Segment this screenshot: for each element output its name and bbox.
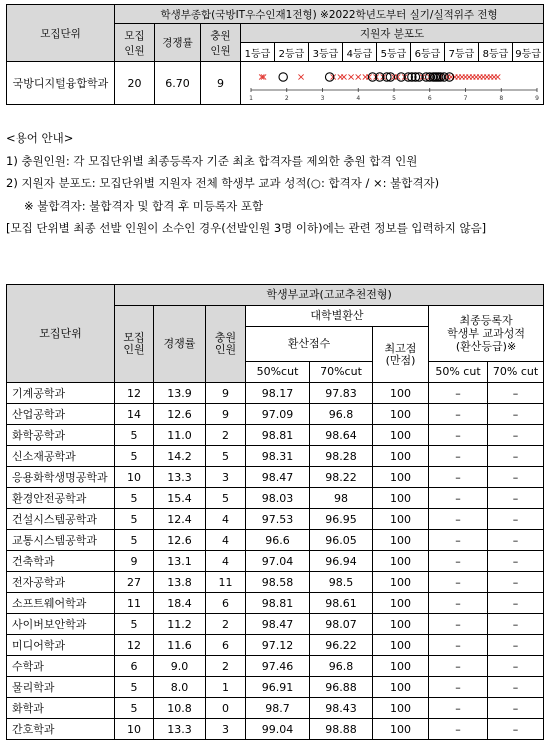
recruit-count: 5: [115, 614, 154, 635]
cut70-score: 96.88: [310, 677, 373, 698]
table-row: [7, 509, 544, 530]
cut70-score: 97.83: [310, 383, 373, 404]
unit-name: 기계공학과: [7, 383, 115, 404]
competition-rate: 13.3: [154, 719, 206, 740]
accepted-mark: [279, 73, 287, 81]
competition-rate: 11.6: [154, 635, 206, 656]
table-row: [7, 446, 544, 467]
competition-rate: 6.70: [155, 62, 201, 105]
unit-name: 소프트웨어학과: [7, 593, 115, 614]
unit-name: 미디어학과: [7, 635, 115, 656]
cut70-score: 96.05: [310, 530, 373, 551]
final-cut70: –: [488, 446, 544, 467]
cut70-score: 96.8: [310, 404, 373, 425]
extra-count: 2: [206, 656, 246, 677]
unit-name: 국방디지털융합학과: [7, 62, 115, 105]
axis-tick-label: 4: [356, 95, 361, 102]
unit-name: 화학공학과: [7, 425, 115, 446]
recruit-count: 6: [115, 656, 154, 677]
extra-count: 9: [206, 404, 246, 425]
table2-title: 학생부교과(고교추천전형): [115, 285, 544, 306]
extra-header: 충원 인원: [201, 24, 241, 62]
max-score: 100: [373, 551, 429, 572]
unit-name: 간호학과: [7, 719, 115, 740]
recruit-count: 5: [115, 488, 154, 509]
final-cut50: –: [429, 467, 488, 488]
recruit-count: 10: [115, 719, 154, 740]
rejected-mark: [356, 74, 361, 79]
final-cut50: –: [429, 677, 488, 698]
cut70-score: 96.22: [310, 635, 373, 656]
cut70-header: 70%cut: [310, 362, 373, 383]
table-row: [7, 719, 544, 740]
competition-rate: 18.4: [154, 593, 206, 614]
extra-count: 11: [206, 572, 246, 593]
unit-name: 응용화학생명공학과: [7, 467, 115, 488]
rejected-mark: [298, 74, 303, 79]
table-row: [7, 572, 544, 593]
final-cut70: –: [488, 551, 544, 572]
final-cut70: –: [488, 635, 544, 656]
final-cut70: –: [488, 593, 544, 614]
axis-tick-label: 5: [392, 95, 396, 102]
max-score: 100: [373, 383, 429, 404]
cut50-score: 98.81: [246, 593, 310, 614]
competition-rate: 8.0: [154, 677, 206, 698]
recruit-count: 20: [115, 62, 155, 105]
axis-tick-label: 1: [249, 95, 253, 102]
grade-header: 7등급: [445, 43, 479, 62]
extra-count: 4: [206, 530, 246, 551]
competition-rate: 13.1: [154, 551, 206, 572]
final-cut70: –: [488, 509, 544, 530]
competition-rate: 11.0: [154, 425, 206, 446]
extra-count: 0: [206, 698, 246, 719]
axis-tick-label: 8: [499, 95, 504, 102]
extra-count: 3: [206, 467, 246, 488]
unit-name: 전자공학과: [7, 572, 115, 593]
final-cut70: –: [488, 698, 544, 719]
competition-rate: 14.2: [154, 446, 206, 467]
competition-header: 경쟁률: [155, 24, 201, 62]
max-score-header: 최고점 (만점): [373, 327, 429, 383]
final-cut50: –: [429, 488, 488, 509]
final-cut70: –: [488, 572, 544, 593]
final-cut50: –: [429, 425, 488, 446]
max-score: 100: [373, 698, 429, 719]
final-cut70: –: [488, 719, 544, 740]
table-row: [7, 677, 544, 698]
final-cut50: –: [429, 698, 488, 719]
max-score: 100: [373, 530, 429, 551]
competition-rate: 11.2: [154, 614, 206, 635]
cut70-score: 98.28: [310, 446, 373, 467]
max-score: 100: [373, 593, 429, 614]
max-score: 100: [373, 488, 429, 509]
extra-count: 5: [206, 488, 246, 509]
table-row: [7, 698, 544, 719]
extra-count: 6: [206, 593, 246, 614]
competition-rate: 13.8: [154, 572, 206, 593]
grade-header: 8등급: [479, 43, 513, 62]
table-row: [7, 551, 544, 572]
unit-name: 물리학과: [7, 677, 115, 698]
final-cut50: –: [429, 509, 488, 530]
recruit-count: 5: [115, 446, 154, 467]
grade-header: 4등급: [343, 43, 377, 62]
final-cut50: –: [429, 719, 488, 740]
final-cut70: –: [488, 383, 544, 404]
table-row: [7, 614, 544, 635]
univ-score-header: 대학별환산: [246, 306, 429, 327]
unit-name: 화학과: [7, 698, 115, 719]
max-score: 100: [373, 719, 429, 740]
table-row: [7, 383, 544, 404]
grade-header: 3등급: [309, 43, 343, 62]
recruit-count: 5: [115, 509, 154, 530]
final-cut50: –: [429, 635, 488, 656]
glossary-notes: [6, 127, 546, 240]
final-cut50: –: [429, 446, 488, 467]
unit-name: 건설시스템공학과: [7, 509, 115, 530]
table-row: [7, 530, 544, 551]
final-cut70: –: [488, 656, 544, 677]
grade-header: 1등급: [241, 43, 275, 62]
unit-name: 사이버보안학과: [7, 614, 115, 635]
grade-header: 2등급: [275, 43, 309, 62]
final-cut50-header: 50% cut: [429, 362, 488, 383]
recommendation-results-table: [6, 284, 544, 740]
final-cut50: –: [429, 551, 488, 572]
axis-tick-label: 9: [535, 95, 539, 102]
cut50-header: 50%cut: [246, 362, 310, 383]
final-cut50: –: [429, 614, 488, 635]
max-score: 100: [373, 425, 429, 446]
cut70-score: 98.5: [310, 572, 373, 593]
recruit-count: 14: [115, 404, 154, 425]
cut50-score: 97.12: [246, 635, 310, 656]
recruit-count: 12: [115, 635, 154, 656]
recruit-count: 5: [115, 677, 154, 698]
extra-count: 4: [206, 509, 246, 530]
max-score: 100: [373, 677, 429, 698]
extra-count: 6: [206, 635, 246, 656]
competition-rate: 13.9: [154, 383, 206, 404]
max-score: 100: [373, 467, 429, 488]
recruit-count: 27: [115, 572, 154, 593]
final-grade-header: 최종등록자 학생부 교과성적 (환산등급)※: [429, 306, 544, 362]
final-cut70: –: [488, 425, 544, 446]
grade-header: 6등급: [411, 43, 445, 62]
rejected-mark: [341, 74, 346, 79]
note-line: ※ 불합격자: 불합격자 및 합격 후 미등록자 포함: [24, 198, 264, 213]
table-row: [7, 635, 544, 656]
admission-distribution-table: [6, 4, 544, 105]
final-cut50: –: [429, 404, 488, 425]
cut50-score: 98.31: [246, 446, 310, 467]
accepted-mark: [445, 73, 453, 81]
cut50-score: 96.91: [246, 677, 310, 698]
extra-count: 9: [201, 62, 241, 105]
cut50-score: 98.7: [246, 698, 310, 719]
note-line: 1) 충원인원: 각 모집단위별 최종등록자 기준 최초 합격자를 제외한 충원 합격 인원: [6, 153, 418, 168]
final-cut70: –: [488, 677, 544, 698]
cut50-score: 98.03: [246, 488, 310, 509]
final-cut70: –: [488, 404, 544, 425]
extra-count: 1: [206, 677, 246, 698]
unit-name: 교통시스템공학과: [7, 530, 115, 551]
notes-heading: <용어 안내>: [6, 131, 74, 145]
extra-count: 4: [206, 551, 246, 572]
final-cut50: –: [429, 656, 488, 677]
cut70-score: 96.8: [310, 656, 373, 677]
max-score: 100: [373, 509, 429, 530]
competition-rate: 10.8: [154, 698, 206, 719]
axis-tick-label: 3: [320, 95, 325, 102]
table-row: [7, 467, 544, 488]
cut50-score: 97.09: [246, 404, 310, 425]
unit-name: 산업공학과: [7, 404, 115, 425]
final-cut70: –: [488, 467, 544, 488]
cut70-score: 98.07: [310, 614, 373, 635]
unit-name: 신소재공학과: [7, 446, 115, 467]
recruit-count: 5: [115, 698, 154, 719]
cut70-score: 98.88: [310, 719, 373, 740]
distribution-cell: [241, 62, 544, 105]
conv-score-header: 환산점수: [246, 327, 373, 362]
note-line: [모집 단위별 최종 선발 인원이 소수인 경우(선발인원 3명 이하)에는 관련 정보를 입력하지 않음]: [6, 221, 487, 236]
extra-count: 9: [206, 383, 246, 404]
extra-count: 5: [206, 446, 246, 467]
recruit-header: 모집 인원: [115, 306, 154, 383]
final-cut50: –: [429, 530, 488, 551]
competition-rate: 15.4: [154, 488, 206, 509]
table-row: [7, 656, 544, 677]
unit-name: 건축학과: [7, 551, 115, 572]
max-score: 100: [373, 656, 429, 677]
cut70-score: 98.64: [310, 425, 373, 446]
cut50-score: 96.6: [246, 530, 310, 551]
cut50-score: 98.47: [246, 467, 310, 488]
competition-rate: 12.4: [154, 509, 206, 530]
final-cut50: –: [429, 383, 488, 404]
cut50-score: 97.04: [246, 551, 310, 572]
recruit-count: 10: [115, 467, 154, 488]
cut70-score: 96.94: [310, 551, 373, 572]
final-cut70-header: 70% cut: [488, 362, 544, 383]
unit-header: 모집단위: [7, 5, 115, 62]
final-cut50: –: [429, 572, 488, 593]
recruit-count: 5: [115, 530, 154, 551]
cut70-score: 98.61: [310, 593, 373, 614]
cut70-score: 98.22: [310, 467, 373, 488]
max-score: 100: [373, 404, 429, 425]
table-row: [7, 404, 544, 425]
rejected-mark: [495, 74, 500, 79]
cut50-score: 98.47: [246, 614, 310, 635]
max-score: 100: [373, 572, 429, 593]
max-score: 100: [373, 635, 429, 656]
table1-title: 학생부종합(국방IT우수인재1전형) ※2022학년도부터 실기/실적위주 전형: [115, 5, 544, 24]
competition-rate: 13.3: [154, 467, 206, 488]
cut70-score: 98: [310, 488, 373, 509]
max-score: 100: [373, 446, 429, 467]
table-row: [7, 593, 544, 614]
distribution-header: 지원자 분포도: [241, 24, 544, 43]
extra-count: 2: [206, 425, 246, 446]
final-cut50: –: [429, 593, 488, 614]
recruit-count: 5: [115, 425, 154, 446]
final-cut70: –: [488, 614, 544, 635]
cut70-score: 98.43: [310, 698, 373, 719]
cut50-score: 99.04: [246, 719, 310, 740]
recruit-count: 9: [115, 551, 154, 572]
extra-count: 2: [206, 614, 246, 635]
unit-header: 모집단위: [7, 285, 115, 383]
grade-header: 9등급: [513, 43, 544, 62]
axis-tick-label: 6: [427, 95, 432, 102]
grade-header: 5등급: [377, 43, 411, 62]
extra-header: 충원 인원: [206, 306, 246, 383]
axis-tick-label: 7: [463, 95, 468, 102]
applicant-distribution-plot: [241, 62, 544, 104]
max-score: 100: [373, 614, 429, 635]
competition-rate: 12.6: [154, 404, 206, 425]
competition-rate: 12.6: [154, 530, 206, 551]
cut50-score: 98.58: [246, 572, 310, 593]
competition-rate: 9.0: [154, 656, 206, 677]
cut50-score: 97.46: [246, 656, 310, 677]
unit-name: 환경안전공학과: [7, 488, 115, 509]
extra-count: 3: [206, 719, 246, 740]
recruit-count: 12: [115, 383, 154, 404]
cut50-score: 98.17: [246, 383, 310, 404]
recruit-header: 모집 인원: [115, 24, 155, 62]
final-cut70: –: [488, 530, 544, 551]
axis-tick-label: 2: [284, 95, 289, 102]
rejected-mark: [349, 74, 354, 79]
final-cut70: –: [488, 488, 544, 509]
cut50-score: 98.81: [246, 425, 310, 446]
recruit-count: 11: [115, 593, 154, 614]
competition-header: 경쟁률: [154, 306, 206, 383]
cut50-score: 97.53: [246, 509, 310, 530]
unit-name: 수학과: [7, 656, 115, 677]
table-row: [7, 425, 544, 446]
note-line: 2) 지원자 분포도: 모집단위별 지원자 전체 학생부 교과 성적(○: 합격자 / ×: 불합격자): [6, 176, 440, 191]
cut70-score: 96.95: [310, 509, 373, 530]
table-row: [7, 488, 544, 509]
